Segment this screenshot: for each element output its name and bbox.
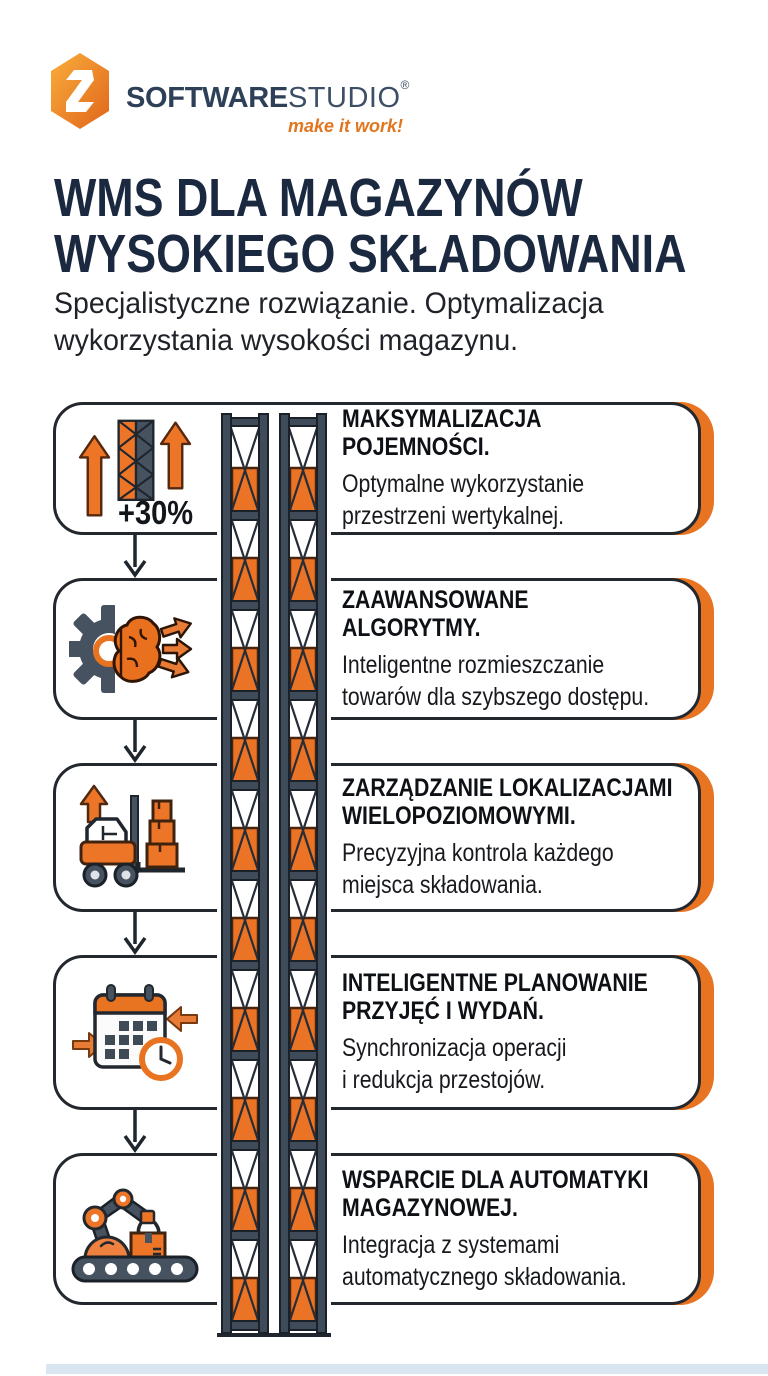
feature-card-locations: [53, 763, 701, 912]
feature-description: Precyzyjna kontrola każdego miejsca składowania.: [342, 839, 614, 899]
feature-description: Optymalne wykorzystanie przestrzeni wertykalnej.: [342, 470, 585, 530]
feature-list: [53, 402, 701, 1305]
feature-heading: MAKSYMALIZACJA POJEMNOŚCI.: [342, 405, 542, 461]
warehouse-rack-illustration: [214, 406, 334, 1340]
brand-text: [126, 52, 409, 137]
page-subtitle: Specjalistyczne rozwiązanie. Optymalizacja wykorzystania wysokości magazynu.: [54, 287, 604, 357]
feature-description: Integracja z systemami automatycznego składowania.: [342, 1230, 627, 1291]
forklift-icon: [69, 782, 201, 894]
brand-name: SOFTWARESTUDIO®: [126, 78, 410, 114]
page-title: WMS DLA MAGAZYNÓW WYSOKIEGO SKŁADOWANIA: [54, 168, 687, 284]
feature-description: Synchronizacja operacji i redukcja przestojów.: [342, 1034, 567, 1094]
capacity-badge: +30%: [118, 494, 194, 531]
feature-card-automation: [53, 1153, 701, 1305]
feature-heading: ZARZĄDZANIE LOKALIZACJAMI WIELOPOZIOMOWYMI.: [342, 774, 673, 830]
feature-card-algorithms: [53, 578, 701, 720]
brand-logo: [48, 52, 409, 137]
down-arrow-icon: [121, 1110, 149, 1154]
feature-card-planning: [53, 955, 701, 1110]
footer-strip: [46, 1364, 768, 1374]
gear-brain-icon: [69, 593, 201, 705]
feature-heading: ZAAWANSOWANE ALGORYTMY.: [342, 585, 529, 642]
feature-card-capacity: [53, 402, 701, 535]
down-arrow-icon: [121, 720, 149, 764]
registered-mark: ®: [400, 78, 410, 92]
feature-heading: INTELIGENTNE PLANOWANIE PRZYJĘĆ I WYDAŃ.: [342, 969, 648, 1025]
down-arrow-icon: [121, 912, 149, 956]
calendar-clock-icon: [69, 977, 201, 1089]
down-arrow-icon: [121, 535, 149, 579]
brand-tagline: make it work!: [288, 116, 404, 136]
feature-description: Inteligentne rozmieszczanie towarów dla szybszego dostępu.: [342, 650, 650, 711]
brand-hexagon-icon: [48, 52, 112, 130]
feature-heading: WSPARCIE DLA AUTOMATYKI MAGAZYNOWEJ.: [342, 1165, 649, 1222]
robot-arm-icon: [69, 1173, 201, 1285]
